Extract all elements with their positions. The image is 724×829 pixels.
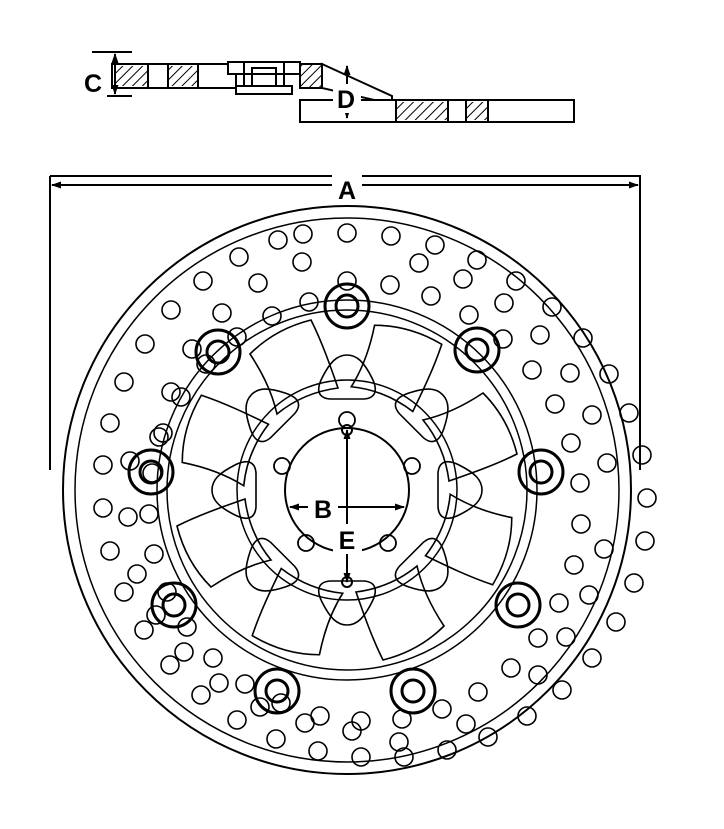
rivet [496,583,540,627]
side-right-upper-piece [300,64,322,88]
drilled-holes-inner-ring [140,272,590,730]
label-e-text: E [338,527,356,555]
rivet [391,669,435,713]
label-a-text: A [337,177,357,205]
rivet [129,450,173,494]
dimension-label-e [333,524,362,555]
rivet [152,583,196,627]
label-d-text: D [336,86,356,114]
dimension-label-b [308,493,338,524]
label-c-text: C [83,70,103,98]
label-b-text: B [313,496,333,524]
rivet [196,330,240,374]
dimension-label-a [332,175,362,205]
drilled-holes-outer-ring [94,224,656,766]
side-left-disc-band [112,64,236,88]
rivet [255,669,299,713]
dimension-label-c [80,68,107,98]
front-face-view [63,206,656,774]
dimension-label-d [333,84,361,114]
drilled-holes-third-ring [119,253,616,751]
